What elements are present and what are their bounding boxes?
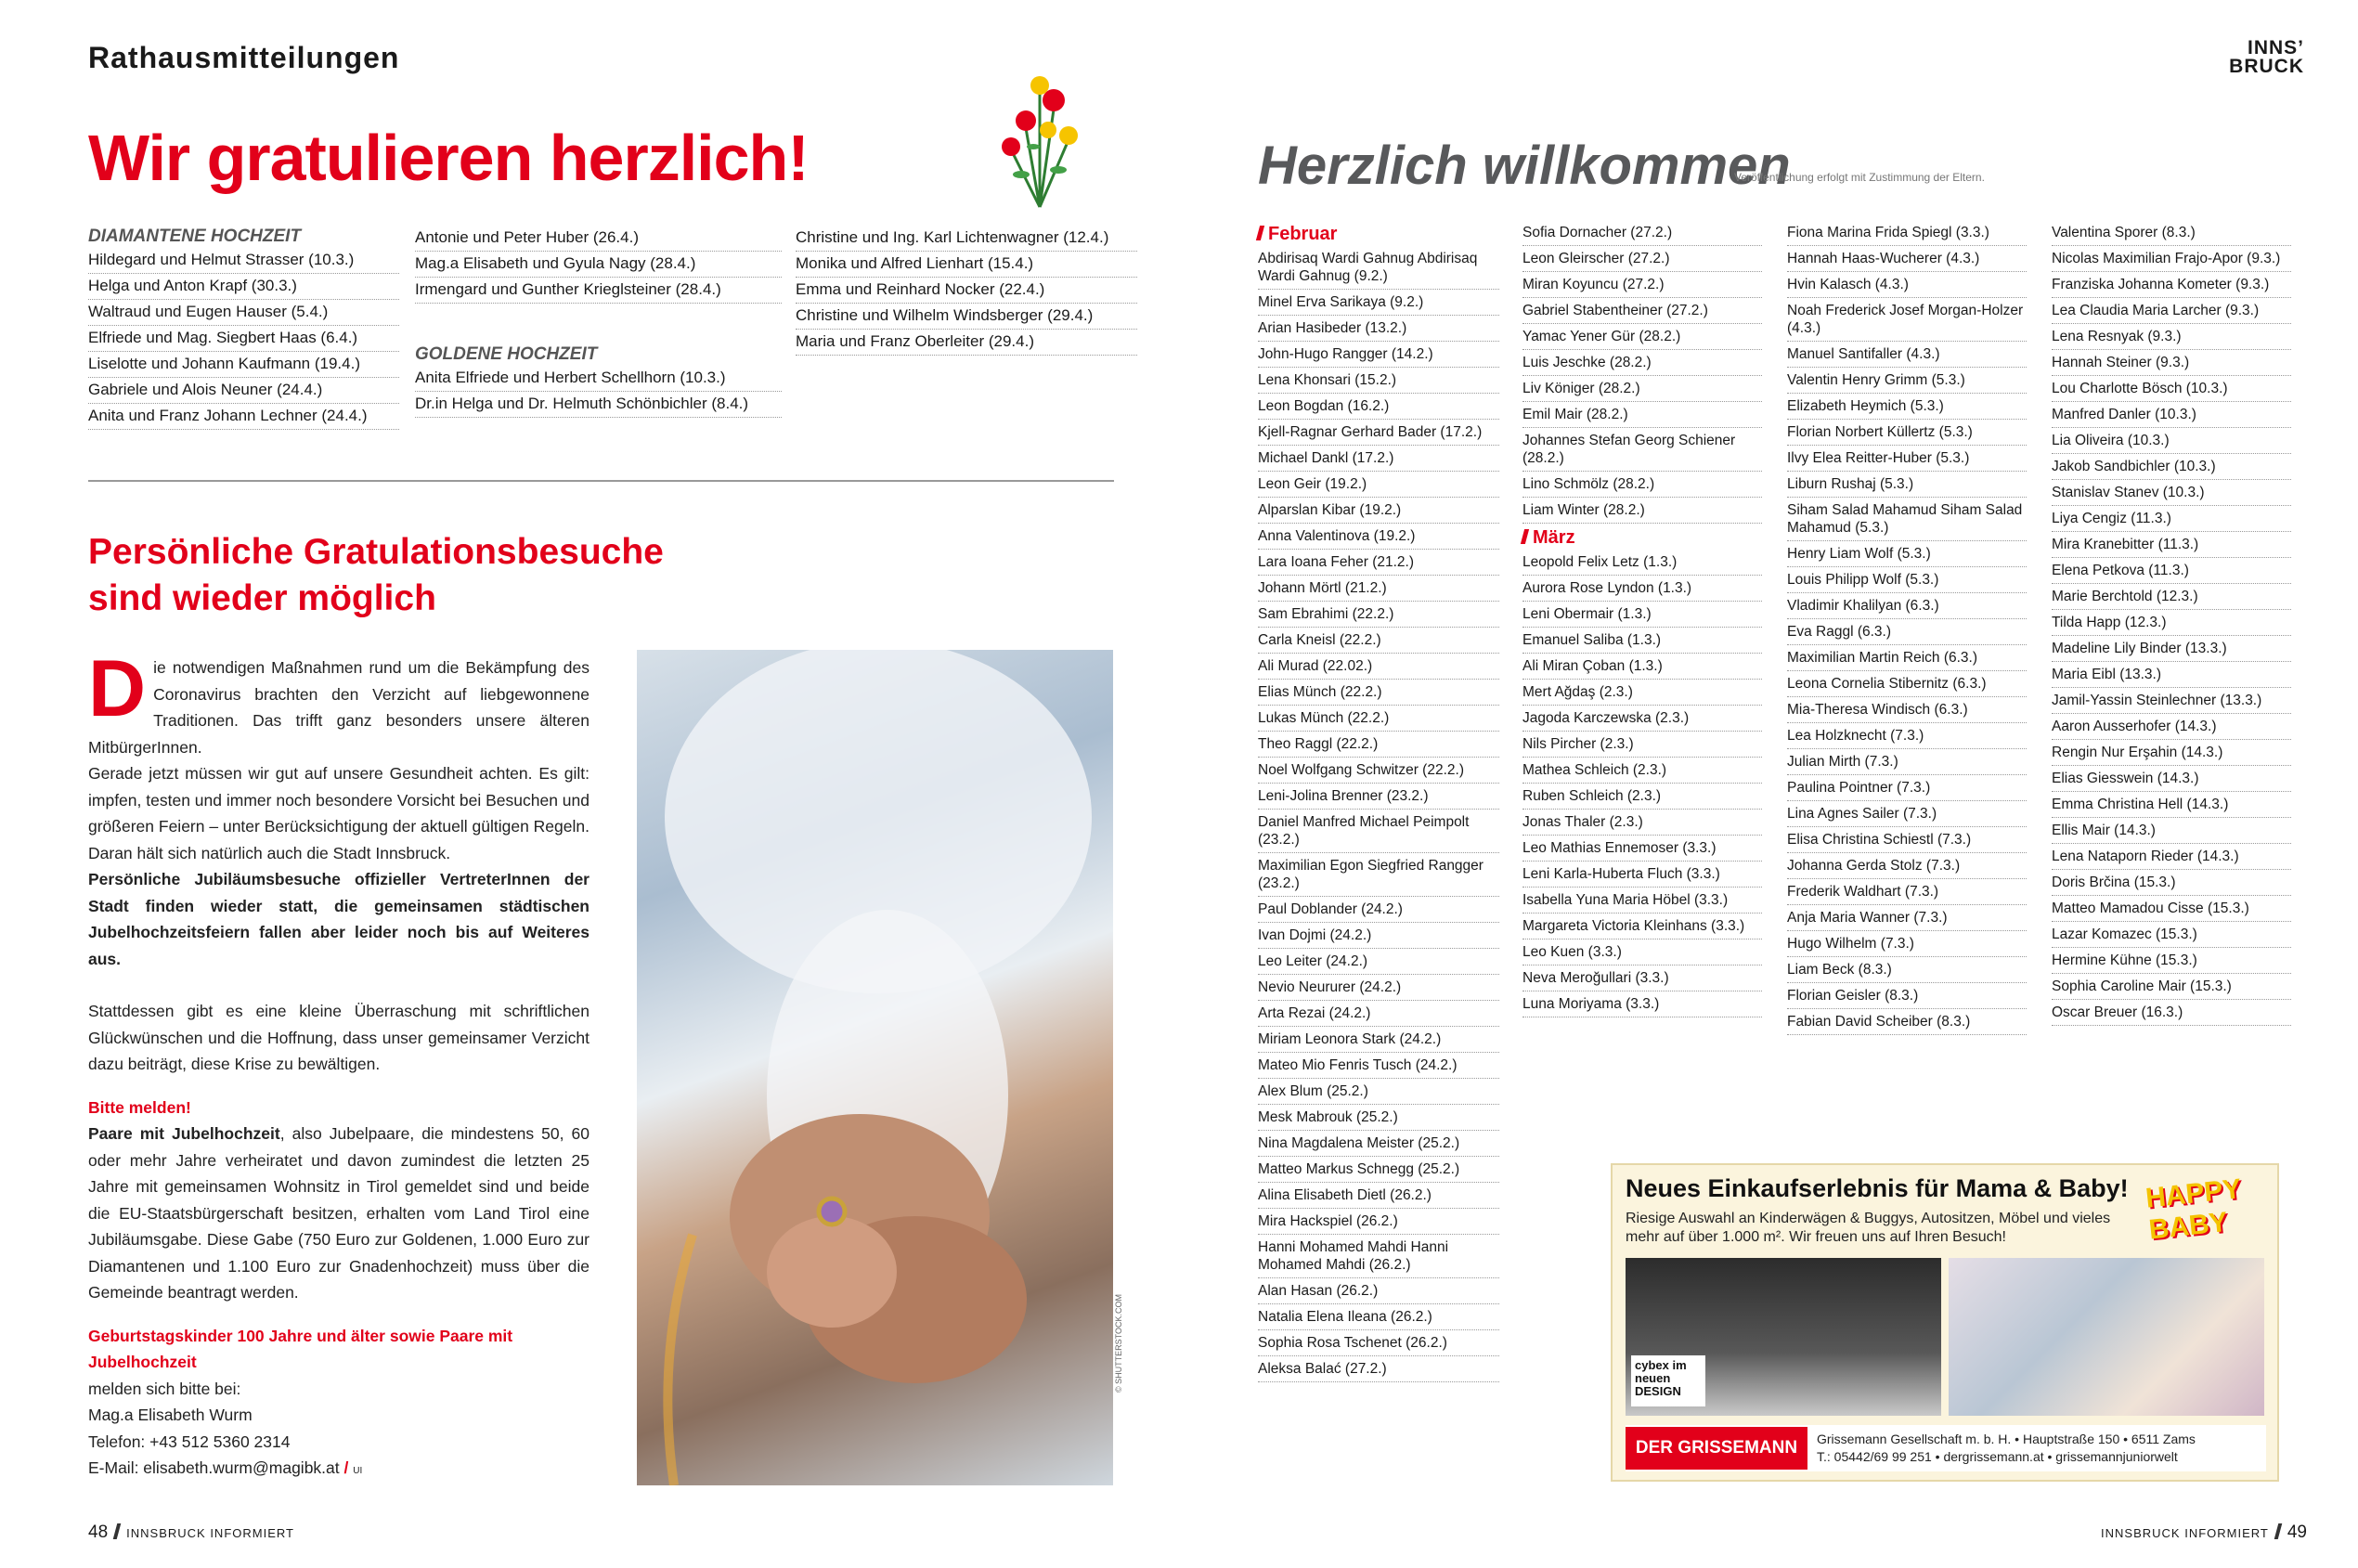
- ad-title: Neues Einkaufserlebnis für Mama & Baby!: [1626, 1174, 2129, 1202]
- list-item: Nils Pircher (2.3.): [1522, 732, 1762, 758]
- list-item: Lea Holzknecht (7.3.): [1787, 723, 2027, 749]
- list-item: Natalia Elena Ileana (26.2.): [1258, 1304, 1499, 1330]
- list-item: Leona Cornelia Stibernitz (6.3.): [1787, 671, 2027, 697]
- list-item: Paul Doblander (24.2.): [1258, 897, 1499, 923]
- list-item: Liburn Rushaj (5.3.): [1787, 472, 2027, 498]
- list-item: Hannah Haas-Wucherer (4.3.): [1787, 246, 2027, 272]
- list-item: Florian Norbert Küllertz (5.3.): [1787, 420, 2027, 446]
- list-item: Maria und Franz Oberleiter (29.4.): [796, 330, 1137, 356]
- list-item: Ruben Schleich (2.3.): [1522, 784, 1762, 810]
- list-item: Leo Mathias Ennemoser (3.3.): [1522, 836, 1762, 862]
- list-item: Lukas Münch (22.2.): [1258, 706, 1499, 732]
- list-item: Irmengard und Gunther Krieglsteiner (28.4.): [415, 278, 782, 304]
- list-item: Neva Meroğullari (3.3.): [1522, 965, 1762, 991]
- happy-baby-badge: HAPPY BABY: [2144, 1173, 2243, 1246]
- ad-address: Grissemann Gesellschaft m. b. H. • Hauptstraße 150 • 6511 Zams T.: 05442/69 99 251 • dergrissemann.at • grissemannjuniorwelt: [1817, 1432, 2196, 1464]
- congrats-column-1: [88, 223, 399, 430]
- list-item: Mert Ağdaş (2.3.): [1522, 680, 1762, 706]
- list-item: Emma und Reinhard Nocker (22.4.): [796, 278, 1137, 304]
- list-item: Sam Ebrahimi (22.2.): [1258, 602, 1499, 628]
- list-item: Liya Cengiz (11.3.): [2052, 506, 2291, 532]
- innsbruck-logo: INNS’ BRUCK: [2229, 37, 2304, 77]
- list-item: Eva Raggl (6.3.): [1787, 619, 2027, 645]
- hands-photo: [637, 650, 1113, 1485]
- list-item: Lena Nataporn Rieder (14.3.): [2052, 844, 2291, 870]
- list-item: Johannes Stefan Georg Schiener (28.2.): [1522, 428, 1762, 472]
- list-item: Stanislav Stanev (10.3.): [2052, 480, 2291, 506]
- list-item: John-Hugo Rangger (14.2.): [1258, 342, 1499, 368]
- list-item: Alina Elisabeth Dietl (26.2.): [1258, 1183, 1499, 1209]
- list-item: Leopold Felix Letz (1.3.): [1522, 550, 1762, 576]
- list-item: Mateo Mio Fenris Tusch (24.2.): [1258, 1053, 1499, 1079]
- list-item: Gabriel Stabentheiner (27.2.): [1522, 298, 1762, 324]
- list-item: Sophia Rosa Tschenet (26.2.): [1258, 1330, 1499, 1356]
- welcome-column-1: [1258, 220, 1499, 1382]
- list-item: Alan Hasan (26.2.): [1258, 1278, 1499, 1304]
- list-item: Lea Claudia Maria Larcher (9.3.): [2052, 298, 2291, 324]
- list-item: Arta Rezai (24.2.): [1258, 1001, 1499, 1027]
- list-item: Jakob Sandbichler (10.3.): [2052, 454, 2291, 480]
- list-item: Doris Brčina (15.3.): [2052, 870, 2291, 896]
- list-item: Fiona Marina Frida Spiegl (3.3.): [1787, 220, 2027, 246]
- list-item: Anita Elfriede und Herbert Schellhorn (10.3.): [415, 366, 782, 392]
- congrats-column-3: [796, 226, 1137, 356]
- list-item: Lazar Komazec (15.3.): [2052, 922, 2291, 948]
- list-item: Mia-Theresa Windisch (6.3.): [1787, 697, 2027, 723]
- list-item: Luna Moriyama (3.3.): [1522, 991, 1762, 1017]
- list-item: Isabella Yuna Maria Höbel (3.3.): [1522, 888, 1762, 914]
- list-item: Monika und Alfred Lienhart (15.4.): [796, 252, 1137, 278]
- diamond-heading: DIAMANTENE HOCHZEIT: [88, 227, 302, 246]
- list-item: Hanni Mohamed Mahdi Hanni Mohamed Mahdi (26.2.): [1258, 1235, 1499, 1278]
- list-item: Madeline Lily Binder (13.3.): [2052, 636, 2291, 662]
- list-item: Carla Kneisl (22.2.): [1258, 628, 1499, 654]
- list-item: Noah Frederick Josef Morgan-Holzer (4.3.): [1787, 298, 2027, 342]
- list-item: Julian Mirth (7.3.): [1787, 749, 2027, 775]
- list-item: Maria Eibl (13.3.): [2052, 662, 2291, 688]
- list-item: Leni Karla-Huberta Fluch (3.3.): [1522, 862, 1762, 888]
- list-item: Theo Raggl (22.2.): [1258, 732, 1499, 758]
- list-item: Valentina Sporer (8.3.): [2052, 220, 2291, 246]
- congrats-title: Wir gratulieren herzlich!: [88, 122, 809, 194]
- list-item: Mag.a Elisabeth und Gyula Nagy (28.4.): [415, 252, 782, 278]
- store-photo: [1949, 1258, 2264, 1416]
- list-item: Ali Murad (22.02.): [1258, 654, 1499, 680]
- list-item: Abdirisaq Wardi Gahnug Abdirisaq Wardi Gahnug (9.2.): [1258, 246, 1499, 290]
- list-item: Mira Kranebitter (11.3.): [2052, 532, 2291, 558]
- list-item: Matteo Mamadou Cisse (15.3.): [2052, 896, 2291, 922]
- list-item: Anita und Franz Johann Lechner (24.4.): [88, 404, 399, 430]
- list-item: Elizabeth Heymich (5.3.): [1787, 394, 2027, 420]
- welcome-column-4: [2052, 220, 2291, 1026]
- list-item: Lara Ioana Feher (21.2.): [1258, 550, 1499, 576]
- list-item: Minel Erva Sarikaya (9.2.): [1258, 290, 1499, 316]
- list-item: Hannah Steiner (9.3.): [2052, 350, 2291, 376]
- list-item: Alparslan Kibar (19.2.): [1258, 498, 1499, 524]
- congrats-column-2: [415, 226, 782, 418]
- welcome-column-3: [1787, 220, 2027, 1035]
- list-item: Liam Winter (28.2.): [1522, 498, 1762, 524]
- list-item: Frederik Waldhart (7.3.): [1787, 879, 2027, 905]
- list-item: Leon Bogdan (16.2.): [1258, 394, 1499, 420]
- list-item: Elisa Christina Schiestl (7.3.): [1787, 827, 2027, 853]
- list-item: Hugo Wilhelm (7.3.): [1787, 931, 2027, 957]
- list-item: Leni-Jolina Brenner (23.2.): [1258, 784, 1499, 810]
- list-item: Christine und Ing. Karl Lichtenwagner (12.4.): [796, 226, 1137, 252]
- list-item: Elena Petkova (11.3.): [2052, 558, 2291, 584]
- list-item: Ellis Mair (14.3.): [2052, 818, 2291, 844]
- list-item: Lena Resnyak (9.3.): [2052, 324, 2291, 350]
- welcome-note: Veröffentlichung erfolgt mit Zustimmung der Eltern.: [1734, 171, 1985, 184]
- list-item: Johann Mörtl (21.2.): [1258, 576, 1499, 602]
- list-item: Miriam Leonora Stark (24.2.): [1258, 1027, 1499, 1053]
- footer-right: INNSBRUCK INFORMIERT 49: [2101, 1523, 2307, 1542]
- list-item: Sofia Dornacher (27.2.): [1522, 220, 1762, 246]
- list-item: Elias Giesswein (14.3.): [2052, 766, 2291, 792]
- list-item: Daniel Manfred Michael Peimpolt (23.2.): [1258, 810, 1499, 853]
- list-item: Nevio Neururer (24.2.): [1258, 975, 1499, 1001]
- list-item: Liam Beck (8.3.): [1787, 957, 2027, 983]
- list-item: Alex Blum (25.2.): [1258, 1079, 1499, 1105]
- list-item: Hermine Kühne (15.3.): [2052, 948, 2291, 974]
- list-item: Leni Obermair (1.3.): [1522, 602, 1762, 628]
- list-item: Nicolas Maximilian Frajo-Apor (9.3.): [2052, 246, 2291, 272]
- list-item: Noel Wolfgang Schwitzer (22.2.): [1258, 758, 1499, 784]
- list-item: Jonas Thaler (2.3.): [1522, 810, 1762, 836]
- contact-email[interactable]: E-Mail: elisabeth.wurm@magibk.at: [88, 1458, 340, 1477]
- golden-heading: GOLDENE HOCHZEIT: [415, 344, 598, 364]
- list-item: Helga und Anton Krapf (30.3.): [88, 274, 399, 300]
- list-item: Liv Königer (28.2.): [1522, 376, 1762, 402]
- section-divider: [88, 480, 1114, 482]
- list-item: Elfriede und Mag. Siegbert Haas (6.4.): [88, 326, 399, 352]
- list-item: Leo Kuen (3.3.): [1522, 940, 1762, 965]
- roses-icon: [989, 72, 1091, 212]
- list-item: Yamac Yener Gür (28.2.): [1522, 324, 1762, 350]
- article-body: Die notwendigen Maßnahmen rund um die Bekämpfung des Coronavirus brachten den Verzicht auf liebgewonnene Traditionen. Das trifft ganz besonders unsere älteren MitbürgerInnen. Gerade jetzt müssen wir gut auf unsere Gesundheit achten. Es gilt: impfen, testen und immer noch besondere Vorsicht bei Besuchen und größeren Feiern – unter Berücksichtigung der aktuell gültigen Regeln. Daran hält sich natürlich auch die Stadt Innsbruck. Persönliche Jubiläumsbesuche offizieller VertreterInnen der Stadt finden wieder statt, die gemeinsamen städtischen Jubelhochzeitsfeiern fallen aber leider noch bis auf Weiteres aus. Stattdessen gibt es eine kleine Überraschung mit schriftlichen Glückwünschen und die Hoffnung, dass unser gemeinsamer Verzicht dazu beiträgt, diese Krise zu bewältigen. Bitte melden! Paare mit Jubelhochzeit, also Jubelpaare, die mindestens 50, 60 oder mehr Jahre verheiratet und davon zumindest die letzten 25 Jahre mit gemeinsamen Wohnsitz in Tirol gemeldet sind und beide die EU-Staatsbürgerschaft besitzen, erhalten vom Land Tirol eine Jubiläumsgabe. Diese Gabe (750 Euro zur Goldenen, 1.000 Euro zur Diamantenen und 1.100 Euro zur Gnadenhochzeit) muss über die Gemeinde beantragt werden. Geburtstagskinder 100 Jahre und älter sowie Paare mit Jubelhochzeit melden sich bitte bei: Mag.a Elisabeth Wurm Telefon: +43 512 5360 2314 E-Mail: elisabeth.wurm@magibk.at / UI: [88, 644, 590, 1477]
- list-item: Emanuel Saliba (1.3.): [1522, 628, 1762, 654]
- birthday-heading: Geburtstagskinder 100 Jahre und älter sowie Paare mit Jubelhochzeit: [88, 1326, 513, 1371]
- list-item: Lena Khonsari (15.2.): [1258, 368, 1499, 394]
- list-item: Liselotte und Johann Kaufmann (19.4.): [88, 352, 399, 378]
- list-item: Maximilian Egon Siegfried Rangger (23.2.): [1258, 853, 1499, 897]
- list-item: Luis Jeschke (28.2.): [1522, 350, 1762, 376]
- list-item: Miran Koyuncu (27.2.): [1522, 272, 1762, 298]
- welcome-column-2: [1522, 220, 1762, 1017]
- list-item: Waltraud und Eugen Hauser (5.4.): [88, 300, 399, 326]
- list-item: Lino Schmölz (28.2.): [1522, 472, 1762, 498]
- list-item: Michael Dankl (17.2.): [1258, 446, 1499, 472]
- list-item: Leo Leiter (24.2.): [1258, 949, 1499, 975]
- section-label: Rathausmitteilungen: [88, 41, 400, 74]
- list-item: Mira Hackspiel (26.2.): [1258, 1209, 1499, 1235]
- list-item: Gabriele und Alois Neuner (24.4.): [88, 378, 399, 404]
- list-item: Hildegard und Helmut Strasser (10.3.): [88, 248, 399, 274]
- list-item: Arian Hasibeder (13.2.): [1258, 316, 1499, 342]
- grissemann-ad[interactable]: [1611, 1163, 2279, 1482]
- month-heading-maerz: März: [1522, 524, 1762, 550]
- list-item: Rengin Nur Erşahin (14.3.): [2052, 740, 2291, 766]
- list-item: Manfred Danler (10.3.): [2052, 402, 2291, 428]
- list-item: Mathea Schleich (2.3.): [1522, 758, 1762, 784]
- list-item: Aaron Ausserhofer (14.3.): [2052, 714, 2291, 740]
- melden-heading: Bitte melden!: [88, 1097, 191, 1117]
- list-item: Valentin Henry Grimm (5.3.): [1787, 368, 2027, 394]
- list-item: Lou Charlotte Bösch (10.3.): [2052, 376, 2291, 402]
- list-item: Siham Salad Mahamud Siham Salad Mahamud (5.3.): [1787, 498, 2027, 541]
- list-item: Vladimir Khalilyan (6.3.): [1787, 593, 2027, 619]
- list-item: Matteo Markus Schnegg (25.2.): [1258, 1157, 1499, 1183]
- list-item: Maximilian Martin Reich (6.3.): [1787, 645, 2027, 671]
- list-item: Leon Gleirscher (27.2.): [1522, 246, 1762, 272]
- list-item: Emil Mair (28.2.): [1522, 402, 1762, 428]
- article-title: Persönliche Gratulationsbesuche sind wieder möglich: [88, 532, 664, 618]
- list-item: Jagoda Karczewska (2.3.): [1522, 706, 1762, 732]
- list-item: Fabian David Scheiber (8.3.): [1787, 1009, 2027, 1035]
- cybex-badge: cybex im neuen DESIGN: [1631, 1355, 1705, 1406]
- list-item: Aurora Rose Lyndon (1.3.): [1522, 576, 1762, 602]
- list-item: Aleksa Balać (27.2.): [1258, 1356, 1499, 1382]
- list-item: Sophia Caroline Mair (15.3.): [2052, 974, 2291, 1000]
- footer-left: 48 INNSBRUCK INFORMIERT: [88, 1523, 294, 1542]
- list-item: Antonie und Peter Huber (26.4.): [415, 226, 782, 252]
- list-item: Lina Agnes Sailer (7.3.): [1787, 801, 2027, 827]
- list-item: Christine und Wilhelm Windsberger (29.4.): [796, 304, 1137, 330]
- list-item: Jamil-Yassin Steinlechner (13.3.): [2052, 688, 2291, 714]
- ad-subtitle: Riesige Auswahl an Kinderwägen & Buggys, Autositzen, Möbel und vieles mehr auf über 1.000 m². Wir freuen uns auf Ihren Besuch!: [1626, 1211, 2111, 1245]
- list-item: Marie Berchtold (12.3.): [2052, 584, 2291, 610]
- list-item: Florian Geisler (8.3.): [1787, 983, 2027, 1009]
- brand-logo: DER GRISSEMANN: [1626, 1427, 1807, 1470]
- list-item: Anja Maria Wanner (7.3.): [1787, 905, 2027, 931]
- list-item: Johanna Gerda Stolz (7.3.): [1787, 853, 2027, 879]
- month-heading-februar: Februar: [1258, 220, 1499, 246]
- list-item: Henry Liam Wolf (5.3.): [1787, 541, 2027, 567]
- photo-credit: © SHUTTERSTOCK.COM: [1114, 1294, 1123, 1393]
- list-item: Manuel Santifaller (4.3.): [1787, 342, 2027, 368]
- list-item: Margareta Victoria Kleinhans (3.3.): [1522, 914, 1762, 940]
- list-item: Elias Münch (22.2.): [1258, 680, 1499, 706]
- list-item: Louis Philipp Wolf (5.3.): [1787, 567, 2027, 593]
- list-item: Hvin Kalasch (4.3.): [1787, 272, 2027, 298]
- list-item: Paulina Pointner (7.3.): [1787, 775, 2027, 801]
- welcome-title: Herzlich willkommen: [1258, 136, 1791, 196]
- list-item: Ali Miran Çoban (1.3.): [1522, 654, 1762, 680]
- list-item: Mesk Mabrouk (25.2.): [1258, 1105, 1499, 1131]
- list-item: Lia Oliveira (10.3.): [2052, 428, 2291, 454]
- ad-footer: [1626, 1425, 2266, 1471]
- list-item: Franziska Johanna Kometer (9.3.): [2052, 272, 2291, 298]
- list-item: Nina Magdalena Meister (25.2.): [1258, 1131, 1499, 1157]
- list-item: Leon Geir (19.2.): [1258, 472, 1499, 498]
- list-item: Oscar Breuer (16.3.): [2052, 1000, 2291, 1026]
- dropcap: D: [88, 644, 147, 733]
- list-item: Ivan Dojmi (24.2.): [1258, 923, 1499, 949]
- list-item: Emma Christina Hell (14.3.): [2052, 792, 2291, 818]
- list-item: Ilvy Elea Reitter-Huber (5.3.): [1787, 446, 2027, 472]
- list-item: Tilda Happ (12.3.): [2052, 610, 2291, 636]
- list-item: Kjell-Ragnar Gerhard Bader (17.2.): [1258, 420, 1499, 446]
- list-item: Anna Valentinova (19.2.): [1258, 524, 1499, 550]
- list-item: Dr.in Helga und Dr. Helmuth Schönbichler (8.4.): [415, 392, 782, 418]
